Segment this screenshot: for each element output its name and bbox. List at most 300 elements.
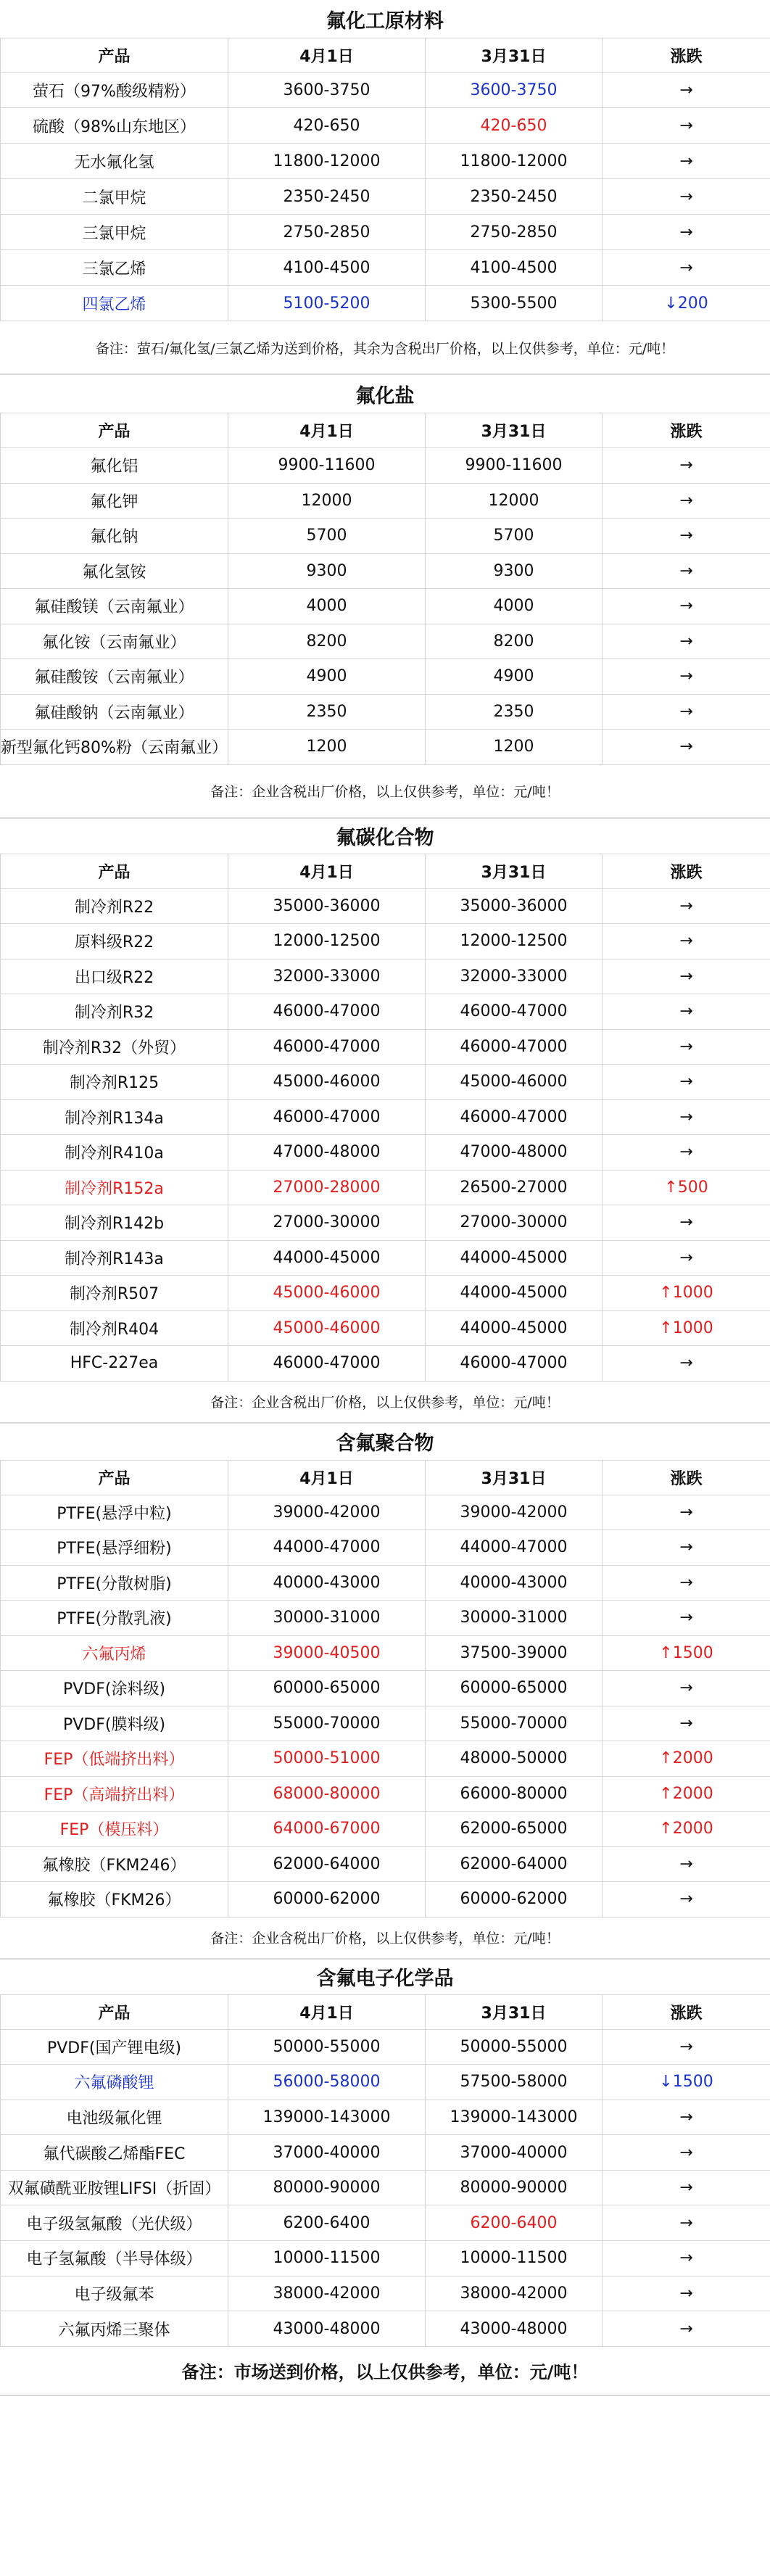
price-change-cell: → — [603, 924, 770, 959]
price-current-cell: 60000-62000 — [228, 1882, 426, 1917]
section-note: 备注：企业含税出厂价格，以上仅供参考，单位：元/吨！ — [210, 1931, 560, 1947]
price-change-cell: → — [603, 1135, 770, 1171]
table-header-row — [1, 1994, 770, 2029]
price-section — [0, 0, 770, 375]
table-header-row — [1, 413, 770, 448]
price-change-cell: → — [603, 1495, 770, 1530]
product-name-cell: 氟化钠 — [1, 519, 228, 554]
price-current-cell: 38000-42000 — [228, 2276, 426, 2311]
product-name-cell: 二氯甲烷 — [1, 179, 228, 215]
price-change-cell: → — [603, 2276, 770, 2311]
product-name-cell: 氟橡胶（FKM246） — [1, 1846, 228, 1882]
price-previous-cell: 47000-48000 — [426, 1135, 603, 1171]
table-row — [1, 1346, 770, 1382]
price-previous-cell: 8200 — [426, 624, 603, 659]
table-row — [1, 659, 770, 695]
header-date-current: 4月1日 — [228, 1994, 426, 2029]
product-name-cell: FEP（高端挤出料） — [1, 1776, 228, 1812]
price-previous-cell: 46000-47000 — [426, 1099, 603, 1135]
price-previous-cell: 43000-48000 — [426, 2311, 603, 2347]
product-name-cell: HFC-227ea — [1, 1346, 228, 1382]
product-name-cell: 六氟丙烯 — [1, 1635, 228, 1671]
price-change-cell: → — [603, 553, 770, 589]
product-name-cell: 制冷剂R32（外贸） — [1, 1029, 228, 1065]
price-change-cell: → — [603, 144, 770, 179]
price-change-cell: → — [603, 2241, 770, 2276]
table-row — [1, 2170, 770, 2205]
price-current-cell: 5100-5200 — [228, 286, 426, 321]
table-row — [1, 215, 770, 250]
price-current-cell: 64000-67000 — [228, 1812, 426, 1847]
price-previous-cell: 12000-12500 — [426, 924, 603, 959]
price-change-cell: → — [603, 2100, 770, 2135]
price-current-cell: 45000-46000 — [228, 1065, 426, 1100]
table-row — [1, 1882, 770, 1917]
table-row — [1, 2029, 770, 2065]
product-name-cell: 六氟丙烯三聚体 — [1, 2311, 228, 2347]
price-current-cell: 50000-55000 — [228, 2029, 426, 2065]
product-name-cell: 制冷剂R143a — [1, 1240, 228, 1276]
price-current-cell: 44000-47000 — [228, 1530, 426, 1566]
section-note: 备注：萤石/氟化氢/三氯乙烯为送到价格，其余为含税出厂价格，以上仅供参考，单位：元/吨！ — [95, 340, 675, 357]
price-current-cell: 46000-47000 — [228, 1346, 426, 1382]
price-change-cell: ↓200 — [603, 286, 770, 321]
price-previous-cell: 9300 — [426, 553, 603, 589]
product-name-cell: 双氟磺酰亚胺锂LIFSI（折固） — [1, 2170, 228, 2205]
price-current-cell: 68000-80000 — [228, 1776, 426, 1812]
section-note: 备注：企业含税出厂价格，以上仅供参考，单位：元/吨！ — [210, 1395, 560, 1411]
header-date-current: 4月1日 — [228, 38, 426, 73]
table-row — [1, 624, 770, 659]
section-title: 氟化盐 — [355, 384, 415, 408]
price-change-cell: → — [603, 519, 770, 554]
table-row — [1, 250, 770, 286]
price-current-cell: 39000-40500 — [228, 1635, 426, 1671]
section-title: 含氟聚合物 — [336, 1432, 434, 1455]
price-previous-cell: 40000-43000 — [426, 1565, 603, 1601]
price-previous-cell: 57500-58000 — [426, 2065, 603, 2100]
header-product: 产品 — [1, 854, 228, 888]
table-row — [1, 924, 770, 959]
price-change-cell: → — [603, 215, 770, 250]
product-name-cell: PVDF(国产锂电级) — [1, 2029, 228, 2065]
table-row — [1, 1310, 770, 1346]
price-current-cell: 45000-46000 — [228, 1276, 426, 1311]
price-previous-cell: 46000-47000 — [426, 994, 603, 1030]
price-previous-cell: 62000-64000 — [426, 1846, 603, 1882]
price-change-cell: → — [603, 1240, 770, 1276]
price-previous-cell: 60000-65000 — [426, 1671, 603, 1706]
section-title: 氟化工原材料 — [326, 9, 444, 33]
product-name-cell: 电子氢氟酸（半导体级） — [1, 2241, 228, 2276]
product-name-cell: 氟化氢铵 — [1, 553, 228, 589]
header-change: 涨跌 — [603, 1994, 770, 2029]
table-row — [1, 2135, 770, 2171]
price-previous-cell: 45000-46000 — [426, 1065, 603, 1100]
price-current-cell: 27000-30000 — [228, 1205, 426, 1241]
price-change-cell: → — [603, 250, 770, 286]
price-change-cell: ↑1000 — [603, 1310, 770, 1346]
price-current-cell: 2350-2450 — [228, 179, 426, 215]
price-previous-cell: 4100-4500 — [426, 250, 603, 286]
table-row — [1, 2065, 770, 2100]
price-current-cell: 9900-11600 — [228, 448, 426, 484]
table-row — [1, 448, 770, 484]
price-current-cell: 46000-47000 — [228, 1029, 426, 1065]
price-current-cell: 56000-58000 — [228, 2065, 426, 2100]
table-row — [1, 1530, 770, 1566]
section-title: 氟碳化合物 — [336, 827, 434, 849]
table-row — [1, 1776, 770, 1812]
header-change: 涨跌 — [603, 413, 770, 448]
price-previous-cell: 44000-45000 — [426, 1240, 603, 1276]
table-row — [1, 1135, 770, 1171]
price-previous-cell: 55000-70000 — [426, 1706, 603, 1741]
price-table — [0, 854, 770, 1382]
price-current-cell: 27000-28000 — [228, 1170, 426, 1205]
price-previous-cell: 139000-143000 — [426, 2100, 603, 2135]
product-name-cell: 出口级R22 — [1, 959, 228, 994]
price-current-cell: 30000-31000 — [228, 1601, 426, 1636]
price-current-cell: 46000-47000 — [228, 1099, 426, 1135]
table-row — [1, 2311, 770, 2347]
table-row — [1, 1099, 770, 1135]
price-section — [0, 1424, 770, 1960]
product-name-cell: 萤石（97%酸级精粉） — [1, 73, 228, 108]
header-date-current: 4月1日 — [228, 854, 426, 888]
header-date-previous: 3月31日 — [426, 1460, 603, 1495]
price-previous-cell: 9900-11600 — [426, 448, 603, 484]
table-row — [1, 519, 770, 554]
price-current-cell: 5700 — [228, 519, 426, 554]
price-previous-cell: 4000 — [426, 589, 603, 624]
product-name-cell: 新型氟化钙80%粉（云南氟业） — [1, 730, 228, 765]
price-change-cell: → — [603, 1671, 770, 1706]
header-date-current: 4月1日 — [228, 1460, 426, 1495]
price-current-cell: 62000-64000 — [228, 1846, 426, 1882]
price-change-cell: → — [603, 1882, 770, 1917]
price-change-cell: → — [603, 1029, 770, 1065]
table-row — [1, 994, 770, 1030]
price-current-cell: 12000 — [228, 483, 426, 519]
price-previous-cell: 39000-42000 — [426, 1495, 603, 1530]
header-product: 产品 — [1, 413, 228, 448]
price-current-cell: 2350 — [228, 694, 426, 730]
table-row — [1, 2276, 770, 2311]
price-current-cell: 37000-40000 — [228, 2135, 426, 2171]
price-previous-cell: 1200 — [426, 730, 603, 765]
price-change-cell: → — [603, 1065, 770, 1100]
product-name-cell: PVDF(膜料级) — [1, 1706, 228, 1741]
product-name-cell: 制冷剂R32 — [1, 994, 228, 1030]
price-current-cell: 9300 — [228, 553, 426, 589]
table-row — [1, 1276, 770, 1311]
table-row — [1, 2205, 770, 2241]
price-previous-cell: 2350-2450 — [426, 179, 603, 215]
price-previous-cell: 10000-11500 — [426, 2241, 603, 2276]
table-row — [1, 1170, 770, 1205]
table-row — [1, 589, 770, 624]
price-section — [0, 1960, 770, 2396]
product-name-cell: FEP（低端挤出料） — [1, 1741, 228, 1777]
product-name-cell: 三氯甲烷 — [1, 215, 228, 250]
header-date-previous: 3月31日 — [426, 1994, 603, 2029]
table-row — [1, 483, 770, 519]
header-date-current: 4月1日 — [228, 413, 426, 448]
price-current-cell: 43000-48000 — [228, 2311, 426, 2347]
table-row — [1, 1846, 770, 1882]
table-row — [1, 1635, 770, 1671]
price-previous-cell: 38000-42000 — [426, 2276, 603, 2311]
price-previous-cell: 2750-2850 — [426, 215, 603, 250]
product-name-cell: 氟硅酸镁（云南氟业） — [1, 589, 228, 624]
price-previous-cell: 12000 — [426, 483, 603, 519]
product-name-cell: 制冷剂R410a — [1, 1135, 228, 1171]
header-date-previous: 3月31日 — [426, 413, 603, 448]
price-change-cell: ↑1500 — [603, 1635, 770, 1671]
price-section — [0, 819, 770, 1424]
price-previous-cell: 3600-3750 — [426, 73, 603, 108]
section-note: 备注：市场送到价格，以上仅供参考，单位：元/吨！ — [181, 2362, 589, 2383]
price-change-cell: ↑2000 — [603, 1776, 770, 1812]
price-current-cell: 8200 — [228, 624, 426, 659]
table-row — [1, 694, 770, 730]
price-change-cell: → — [603, 1706, 770, 1741]
price-previous-cell: 46000-47000 — [426, 1346, 603, 1382]
table-row — [1, 1240, 770, 1276]
price-previous-cell: 44000-45000 — [426, 1276, 603, 1311]
product-name-cell: 硫酸（98%山东地区） — [1, 108, 228, 144]
price-previous-cell: 62000-65000 — [426, 1812, 603, 1847]
price-previous-cell: 5300-5500 — [426, 286, 603, 321]
table-row — [1, 179, 770, 215]
price-previous-cell: 27000-30000 — [426, 1205, 603, 1241]
price-current-cell: 60000-65000 — [228, 1671, 426, 1706]
price-change-cell: ↑500 — [603, 1170, 770, 1205]
price-section — [0, 375, 770, 819]
header-product: 产品 — [1, 1460, 228, 1495]
price-previous-cell: 80000-90000 — [426, 2170, 603, 2205]
table-row — [1, 2241, 770, 2276]
price-previous-cell: 35000-36000 — [426, 888, 603, 924]
price-change-cell: → — [603, 1346, 770, 1382]
table-header-row — [1, 854, 770, 888]
table-row — [1, 730, 770, 765]
price-change-cell: → — [603, 1205, 770, 1241]
table-row — [1, 1205, 770, 1241]
price-previous-cell: 50000-55000 — [426, 2029, 603, 2065]
price-change-cell: → — [603, 2311, 770, 2347]
price-current-cell: 80000-90000 — [228, 2170, 426, 2205]
product-name-cell: 制冷剂R22 — [1, 888, 228, 924]
table-row — [1, 144, 770, 179]
product-name-cell: 制冷剂R125 — [1, 1065, 228, 1100]
product-name-cell: 制冷剂R134a — [1, 1099, 228, 1135]
price-current-cell: 4900 — [228, 659, 426, 695]
price-change-cell: → — [603, 1601, 770, 1636]
product-name-cell: 电子级氢氟酸（光伏级） — [1, 2205, 228, 2241]
product-name-cell: 四氯乙烯 — [1, 286, 228, 321]
table-row — [1, 1601, 770, 1636]
price-change-cell: ↓1500 — [603, 2065, 770, 2100]
price-current-cell: 39000-42000 — [228, 1495, 426, 1530]
price-previous-cell: 44000-47000 — [426, 1530, 603, 1566]
price-current-cell: 10000-11500 — [228, 2241, 426, 2276]
price-change-cell: → — [603, 73, 770, 108]
price-change-cell: → — [603, 624, 770, 659]
price-change-cell: → — [603, 179, 770, 215]
price-change-cell: → — [603, 1530, 770, 1566]
price-current-cell: 12000-12500 — [228, 924, 426, 959]
price-change-cell: → — [603, 959, 770, 994]
table-row — [1, 1495, 770, 1530]
price-current-cell: 44000-45000 — [228, 1240, 426, 1276]
product-name-cell: 氟硅酸钠（云南氟业） — [1, 694, 228, 730]
header-change: 涨跌 — [603, 38, 770, 73]
product-name-cell: 制冷剂R404 — [1, 1310, 228, 1346]
price-current-cell: 47000-48000 — [228, 1135, 426, 1171]
price-previous-cell: 48000-50000 — [426, 1741, 603, 1777]
header-product: 产品 — [1, 38, 228, 73]
price-table — [0, 1460, 770, 1917]
header-change: 涨跌 — [603, 1460, 770, 1495]
price-previous-cell: 30000-31000 — [426, 1601, 603, 1636]
price-current-cell: 32000-33000 — [228, 959, 426, 994]
product-name-cell: PTFE(悬浮中粒) — [1, 1495, 228, 1530]
price-change-cell: → — [603, 1846, 770, 1882]
table-row — [1, 2100, 770, 2135]
table-row — [1, 1671, 770, 1706]
price-change-cell: → — [603, 1099, 770, 1135]
product-name-cell: 制冷剂R142b — [1, 1205, 228, 1241]
table-row — [1, 73, 770, 108]
price-change-cell: → — [603, 659, 770, 695]
price-change-cell: → — [603, 1565, 770, 1601]
price-table — [0, 413, 770, 765]
product-name-cell: 氟橡胶（FKM26） — [1, 1882, 228, 1917]
product-name-cell: 氟代碳酸乙烯酯FEC — [1, 2135, 228, 2171]
price-previous-cell: 11800-12000 — [426, 144, 603, 179]
header-date-previous: 3月31日 — [426, 38, 603, 73]
table-row — [1, 1706, 770, 1741]
table-header-row — [1, 38, 770, 73]
price-previous-cell: 420-650 — [426, 108, 603, 144]
price-change-cell: ↑1000 — [603, 1276, 770, 1311]
product-name-cell: 电子级氟苯 — [1, 2276, 228, 2311]
price-change-cell: → — [603, 694, 770, 730]
price-previous-cell: 37000-40000 — [426, 2135, 603, 2171]
price-change-cell: → — [603, 589, 770, 624]
price-change-cell: ↑2000 — [603, 1812, 770, 1847]
price-previous-cell: 60000-62000 — [426, 1882, 603, 1917]
product-name-cell: 氟化钾 — [1, 483, 228, 519]
price-change-cell: → — [603, 483, 770, 519]
price-current-cell: 55000-70000 — [228, 1706, 426, 1741]
price-current-cell: 40000-43000 — [228, 1565, 426, 1601]
price-previous-cell: 26500-27000 — [426, 1170, 603, 1205]
price-change-cell: → — [603, 448, 770, 484]
price-previous-cell: 66000-80000 — [426, 1776, 603, 1812]
price-change-cell: → — [603, 2170, 770, 2205]
table-row — [1, 1065, 770, 1100]
product-name-cell: 制冷剂R507 — [1, 1276, 228, 1311]
price-current-cell: 4100-4500 — [228, 250, 426, 286]
table-row — [1, 959, 770, 994]
price-current-cell: 1200 — [228, 730, 426, 765]
price-previous-cell: 37500-39000 — [426, 1635, 603, 1671]
header-date-previous: 3月31日 — [426, 854, 603, 888]
price-previous-cell: 6200-6400 — [426, 2205, 603, 2241]
section-title: 含氟电子化学品 — [316, 1968, 454, 1990]
price-table — [0, 38, 770, 321]
price-change-cell: → — [603, 888, 770, 924]
price-change-cell: → — [603, 730, 770, 765]
price-current-cell: 139000-143000 — [228, 2100, 426, 2135]
price-previous-cell: 2350 — [426, 694, 603, 730]
product-name-cell: 氟化铝 — [1, 448, 228, 484]
price-current-cell: 3600-3750 — [228, 73, 426, 108]
price-change-cell: → — [603, 2029, 770, 2065]
table-row — [1, 1812, 770, 1847]
price-current-cell: 6200-6400 — [228, 2205, 426, 2241]
product-name-cell: FEP（模压料） — [1, 1812, 228, 1847]
price-change-cell: → — [603, 2135, 770, 2171]
price-current-cell: 46000-47000 — [228, 994, 426, 1030]
product-name-cell: 氟化铵（云南氟业） — [1, 624, 228, 659]
header-change: 涨跌 — [603, 854, 770, 888]
price-current-cell: 11800-12000 — [228, 144, 426, 179]
product-name-cell: 原料级R22 — [1, 924, 228, 959]
price-current-cell: 50000-51000 — [228, 1741, 426, 1777]
table-row — [1, 1741, 770, 1777]
product-name-cell: PTFE(悬浮细粉) — [1, 1530, 228, 1566]
product-name-cell: 氟硅酸铵（云南氟业） — [1, 659, 228, 695]
price-previous-cell: 44000-45000 — [426, 1310, 603, 1346]
product-name-cell: 电池级氟化锂 — [1, 2100, 228, 2135]
table-row — [1, 108, 770, 144]
table-row — [1, 888, 770, 924]
header-product: 产品 — [1, 1994, 228, 2029]
product-name-cell: 三氯乙烯 — [1, 250, 228, 286]
price-current-cell: 2750-2850 — [228, 215, 426, 250]
price-previous-cell: 32000-33000 — [426, 959, 603, 994]
product-name-cell: PTFE(分散树脂) — [1, 1565, 228, 1601]
price-current-cell: 45000-46000 — [228, 1310, 426, 1346]
price-current-cell: 420-650 — [228, 108, 426, 144]
table-row — [1, 1029, 770, 1065]
product-name-cell: PTFE(分散乳液) — [1, 1601, 228, 1636]
price-current-cell: 35000-36000 — [228, 888, 426, 924]
product-name-cell: 六氟磷酸锂 — [1, 2065, 228, 2100]
price-previous-cell: 5700 — [426, 519, 603, 554]
price-change-cell: ↑2000 — [603, 1741, 770, 1777]
price-table — [0, 1994, 770, 2347]
price-previous-cell: 4900 — [426, 659, 603, 695]
product-name-cell: 无水氟化氢 — [1, 144, 228, 179]
product-name-cell: 制冷剂R152a — [1, 1170, 228, 1205]
price-current-cell: 4000 — [228, 589, 426, 624]
product-name-cell: PVDF(涂料级) — [1, 1671, 228, 1706]
section-note: 备注：企业含税出厂价格，以上仅供参考，单位：元/吨！ — [210, 784, 560, 800]
price-change-cell: → — [603, 994, 770, 1030]
price-previous-cell: 46000-47000 — [426, 1029, 603, 1065]
table-header-row — [1, 1460, 770, 1495]
price-change-cell: → — [603, 2205, 770, 2241]
table-row — [1, 286, 770, 321]
table-row — [1, 553, 770, 589]
price-change-cell: → — [603, 108, 770, 144]
table-row — [1, 1565, 770, 1601]
